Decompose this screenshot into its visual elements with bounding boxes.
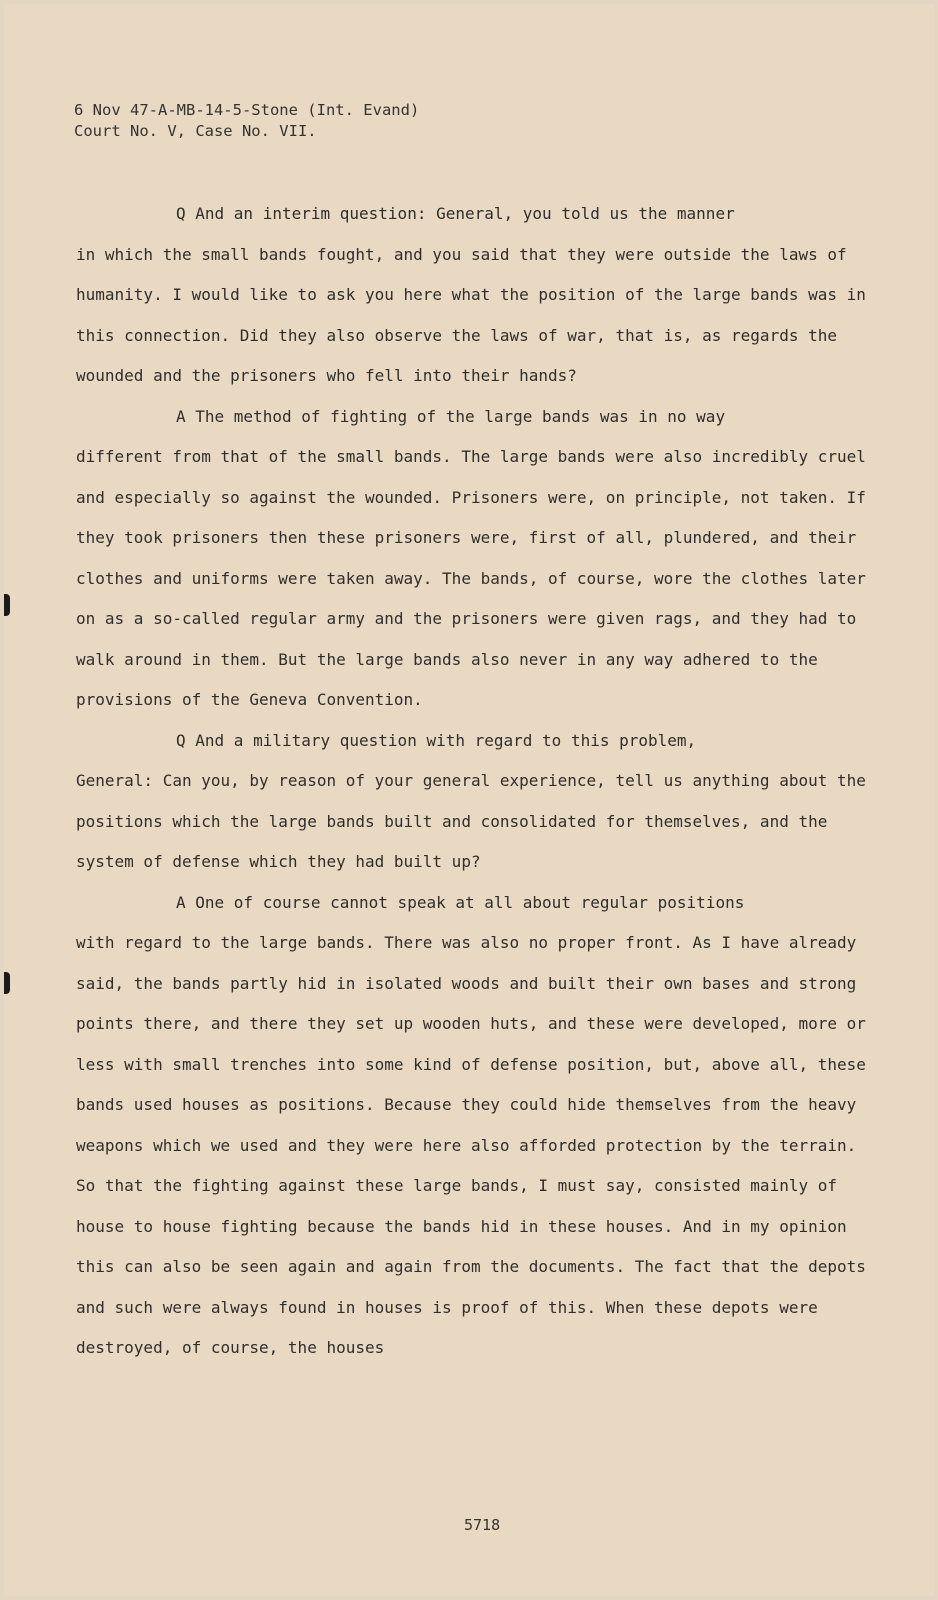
- paragraph-text: in which the small bands fought, and you said that they were outside the laws of humanity. I would like to ask you here what the position of the large bands was in this connection. Did they also observe the laws of war, that is, as regards the wounded and the prisoners who fell into their hands?: [76, 244, 866, 385]
- document-header: [74, 100, 419, 142]
- paragraph-first-line: A One of course cannot speak at all about regular positions: [176, 892, 745, 912]
- paragraph-text: General: Can you, by reason of your general experience, tell us anything about the positions which the large bands built and consolidated for themselves, and the system of defense which they had built up?: [76, 771, 866, 871]
- paragraph-text: with regard to the large bands. There was also no proper front. As I have already said, the bands partly hid in isolated woods and built their own bases and strong points there, and there they set up wooden huts, and these were developed, more or less with small trenches into some kind of defense position, but, above all, these bands used houses as positions. Because they could hide themselves from the heavy weapons which we used and they were here also afforded protection by the terrain. So that the fighting against these large bands, I must say, consisted mainly of house to house fighting because the bands hid in these houses. And in my opinion this can also be seen again and again from the documents. The fact that the depots and such were always found in houses is proof of this. When these depots were destroyed, of course, the houses: [76, 933, 866, 1357]
- header-court-case: Court No. V, Case No. VII.: [74, 122, 317, 140]
- page-number: 5718: [464, 1516, 501, 1534]
- binding-mark: [4, 972, 10, 994]
- transcript-paragraph: [76, 397, 866, 721]
- transcript-body: [76, 194, 866, 1369]
- paragraph-first-line: Q And an interim question: General, you told us the manner: [176, 204, 735, 223]
- paragraph-first-line: Q And a military question with regard to this problem,: [176, 730, 697, 750]
- binding-mark: [4, 594, 10, 616]
- paragraph-text: different from that of the small bands. The large bands were also incredibly cruel and especially so against the wounded. Prisoners were, on principle, not taken. If they took prisoners then these prisoners were, first of all, plundered, and their clothes and uniforms were taken away. The bands, of course, wore the clothes later on as a so-called regular army and the prisoners were given rags, and they had to walk around in them. But the large bands also never in any way adhered to the provisions of the Geneva Convention.: [76, 447, 866, 709]
- document-page: [4, 4, 934, 1596]
- header-reference: 6 Nov 47-A-MB-14-5-Stone (Int. Evand): [74, 101, 420, 119]
- transcript-paragraph: [76, 721, 866, 883]
- transcript-paragraph: [76, 883, 866, 1369]
- transcript-paragraph: [76, 194, 866, 397]
- paragraph-first-line: A The method of fighting of the large bands was in no way: [176, 406, 726, 426]
